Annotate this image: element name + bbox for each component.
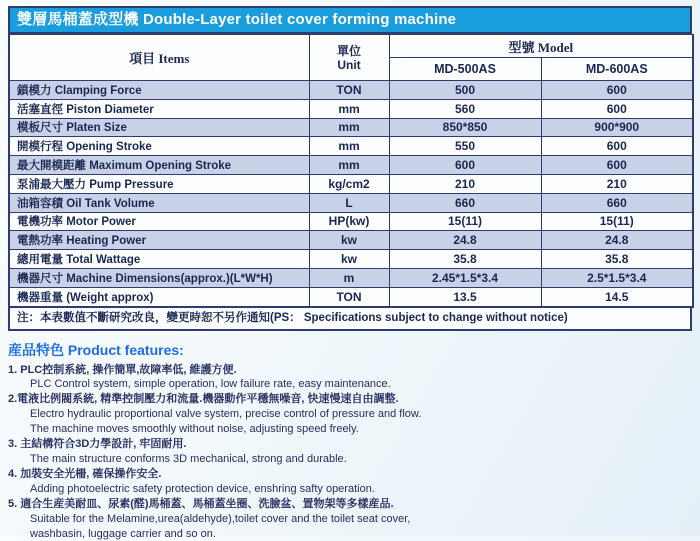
spec-value-md600as: 24.8: [541, 231, 693, 250]
table-row: [9, 81, 693, 100]
spec-value-md500as: 210: [389, 174, 541, 193]
spec-value-md600as: 900*900: [541, 118, 693, 137]
spec-value-md600as: 600: [541, 81, 693, 100]
spec-value-md500as: 15(11): [389, 212, 541, 231]
spec-value-md600as: 35.8: [541, 250, 693, 269]
table-row: [9, 212, 693, 231]
spec-item-label: 油箱容積 Oil Tank Volume: [9, 193, 309, 212]
spec-value-md500as: 24.8: [389, 231, 541, 250]
table-row: [9, 250, 693, 269]
table-row: [9, 118, 693, 137]
specifications-notice: 注：本表數值不斷研究改良，變更時恕不另作通知(PS： Specifications subject to change without notice): [8, 308, 692, 331]
spec-unit: L: [309, 193, 389, 212]
feature-line: 3. 主結構符合3D力學設計, 牢固耐用.: [8, 438, 187, 451]
spec-value-md600as: 2.5*1.5*3.4: [541, 268, 693, 287]
spec-item-label: 活塞直徑 Piston Diameter: [9, 99, 309, 118]
features-title: 産品特色 Product features:: [8, 341, 184, 358]
spec-item-label: 電機功率 Motor Power: [9, 212, 309, 231]
spec-value-md600as: 600: [541, 99, 693, 118]
feature-line: The machine moves smoothly without noise, adjusting speed freely.: [30, 423, 359, 436]
feature-line: The main structure conforms 3D mechanical, strong and durable.: [30, 453, 347, 465]
spec-value-md600as: 660: [541, 193, 693, 212]
spec-unit: mm: [309, 156, 389, 175]
table-row: [9, 231, 693, 250]
table-header-row: [9, 35, 693, 58]
table-row: [9, 193, 693, 212]
spec-item-label: 總用電量 Total Wattage: [9, 250, 309, 269]
table-row: [9, 268, 693, 287]
table-row: [9, 174, 693, 193]
spec-value-md500as: 850*850: [389, 118, 541, 137]
feature-line: 5. 適合生産美耐皿、尿素(醛)馬桶蓋、馬桶蓋坐圈、洗臉盆、置物架等多樣産品.: [8, 497, 394, 510]
unit-header-en: Unit: [337, 57, 361, 72]
spec-value-md500as: 660: [389, 193, 541, 212]
spec-item-label: 機器尺寸 Machine Dimensions(approx.)(L*W*H): [9, 268, 309, 287]
spec-value-md500as: 550: [389, 137, 541, 156]
spec-item-label: 電熱功率 Heating Power: [9, 231, 309, 250]
spec-value-md600as: 14.5: [541, 287, 693, 306]
feature-line: washbasin, luggage carrier and so on.: [30, 527, 216, 540]
spec-unit: mm: [309, 99, 389, 118]
spec-value-md500as: 500: [389, 81, 541, 100]
spec-unit: m: [309, 268, 389, 287]
table-row: [9, 156, 693, 175]
feature-line: Electro hydraulic proportional valve system, precise control of pressure and flow.: [30, 408, 422, 421]
spec-value-md600as: 600: [541, 137, 693, 156]
spec-value-md500as: 2.45*1.5*3.4: [389, 268, 541, 287]
spec-item-label: 開模行程 Opening Stroke: [9, 137, 309, 156]
feature-line: PLC Control system, simple operation, low failure rate, easy maintenance.: [30, 378, 391, 391]
features-section: [8, 340, 692, 541]
column-header-unit: [309, 35, 389, 81]
spec-value-md500as: 560: [389, 99, 541, 118]
spec-value-md500as: 35.8: [389, 250, 541, 269]
spec-unit: TON: [309, 81, 389, 100]
spec-value-md500as: 600: [389, 156, 541, 175]
spec-unit: kw: [309, 250, 389, 269]
spec-item-label: 最大開模距離 Maximum Opening Stroke: [9, 156, 309, 175]
spec-unit: mm: [309, 118, 389, 137]
column-header-md600as: MD-600AS: [541, 58, 693, 81]
spec-unit: HP(kw): [309, 212, 389, 231]
spec-unit: TON: [309, 287, 389, 306]
feature-line: 4. 加裝安全光柵, 確保操作安全.: [8, 467, 162, 480]
column-header-model: 型號 Model: [389, 35, 693, 58]
page-title: 雙層馬桶蓋成型機 Double-Layer toilet cover forming machine: [17, 11, 457, 28]
unit-header-zh: 單位: [336, 43, 361, 58]
spec-unit: kg/cm2: [309, 174, 389, 193]
feature-line: Adding photoelectric safety protection device, enshring safty operation.: [30, 482, 375, 495]
spec-item-label: 鎖模力 Clamping Force: [9, 81, 309, 100]
column-header-items: 項目 Items: [9, 35, 309, 81]
spec-value-md500as: 13.5: [389, 287, 541, 306]
title-bar: [8, 6, 692, 34]
spec-value-md600as: 600: [541, 156, 693, 175]
spec-item-label: 泵浦最大壓力 Pump Pressure: [9, 174, 309, 193]
spec-unit: mm: [309, 137, 389, 156]
feature-line: 2.電液比例閥系統, 精準控制壓力和流量.機器動作平穩無噪音, 快速慢速自由調整.: [8, 393, 399, 406]
spec-unit: kw: [309, 231, 389, 250]
column-header-md500as: MD-500AS: [389, 58, 541, 81]
spec-item-label: 模板尺寸 Platen Size: [9, 118, 309, 137]
feature-line: 1. PLC控制系統, 操作簡單,故障率低, 維護方便.: [8, 363, 237, 376]
spec-table: [8, 34, 694, 308]
spec-value-md600as: 15(11): [541, 212, 693, 231]
table-row: [9, 137, 693, 156]
spec-value-md600as: 210: [541, 174, 693, 193]
table-row: [9, 287, 693, 306]
table-row: [9, 99, 693, 118]
spec-item-label: 機器重量 (Weight approx): [9, 287, 309, 306]
feature-line: Suitable for the Melamine,urea(aldehyde),toilet cover and the toilet seat cover,: [30, 512, 411, 525]
